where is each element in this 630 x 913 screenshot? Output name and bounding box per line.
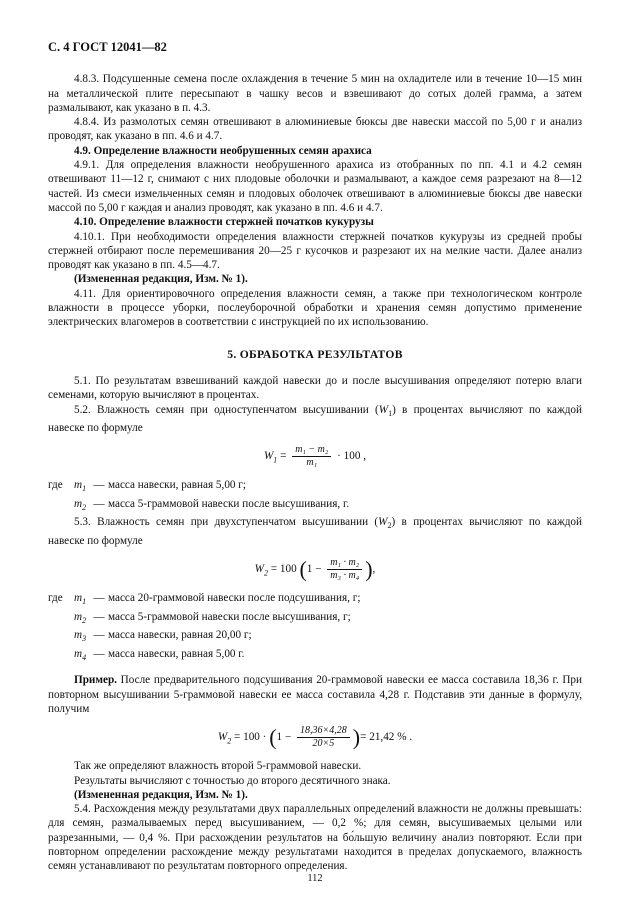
formula-2: $W_2 = 100$ (1 − $\frac{\text{m₁ · m₂}}{\text{m₃ · m₄}}$ ),: [254, 556, 376, 582]
paragraph-4-10-1: 4.10.1. При необходимости определения влажности стержней початков кукурузы из средней пробы стержней отбирают после перемешивания 20—25 г кусочков и разрезают их на мелкие части. Далее анализ проводят как указано в пп. 4.5—4.7.: [48, 230, 582, 272]
p53-end: ) в процентах вычисляют по каждой навеске по формуле: [48, 516, 582, 547]
legend-desc: масса навески, равная 5,00 г.: [108, 647, 245, 660]
p52-var: W: [378, 403, 389, 416]
f2-one: 1 −: [306, 563, 322, 576]
f3-lhs-sub: 2: [227, 736, 232, 746]
f1-denominator: m₁: [306, 457, 318, 469]
section-5-heading: 5. ОБРАБОТКА РЕЗУЛЬТАТОВ: [227, 347, 403, 361]
legend-lead: [48, 497, 74, 516]
paragraph-same: Так же определяют влажность второй 5-граммовой навески.: [74, 760, 362, 773]
legend-row: где $m_1$ — масса 20-граммовой навески после подсушивания, г;: [48, 591, 360, 610]
p52-start: 5.2. Влажность семян при одноступенчатом высушивании (: [74, 403, 379, 416]
f2-lhs-sub: 2: [263, 568, 268, 578]
f3-lhs: W: [217, 731, 228, 744]
document-page: [48, 40, 582, 874]
f1-lhs: W: [263, 450, 274, 463]
paragraph-4-8-3: 4.8.3. Подсушенные семена после охлаждения в течение 5 мин на охладителе или в течение 10—15 мин на металлической плите пересыпают в чашку весов и взвешивают до сотых долей грамма, а затем размалывают, как указано в п. 4.3.: [48, 73, 582, 114]
paragraph-5-1: 5.1. По результатам взвешиваний каждой навески до и после высушивания определяют потерю влаги семенами, которую вычисляют в процентах.: [48, 374, 582, 402]
legend-var: $m_4$: [74, 647, 87, 663]
legend-var: $m_2$: [74, 497, 87, 513]
p52-end: ) в процентах вычисляют по каждой навеске по формуле: [48, 403, 582, 435]
p52-var-sub: 1: [388, 408, 393, 418]
f3-fraction: [297, 725, 350, 750]
legend-lead: где: [48, 479, 63, 492]
paragraph-5-2: [48, 403, 582, 436]
legend-var: $m_1$: [74, 592, 87, 607]
example-text: После предварительного подсушивания 20-граммовой навески ее масса составила 18,36 г. При повторном высушивании 5-граммовой навески ее масса составила 4,28 г. Подставив эти данные в формулу, получим: [48, 674, 582, 715]
page-number: 112: [307, 873, 323, 884]
f2-fraction: [327, 557, 362, 582]
f3-numerator: 18,36×4,28: [297, 725, 350, 738]
f2-numerator: m₁ · m₂: [327, 557, 362, 570]
amendment-note-1: (Измененная редакция, Изм. № 1).: [74, 273, 248, 286]
formula-1: $W_1$ = $\frac{\text{m₁ − m₂}}{\text{m₁}}$ · 100 ,: [263, 444, 367, 469]
f2-tail: ,: [372, 563, 376, 576]
p53-var: W: [378, 516, 388, 529]
p53-start: 5.3. Влажность семян при двухступенчатом высушивании (: [74, 516, 379, 529]
f3-tail: = 21,42 % .: [360, 731, 413, 744]
legend-row: где $m_1$ — масса навески, равная 5,00 г;: [48, 478, 349, 497]
p53-var-sub: 2: [387, 521, 392, 531]
f2-lhs: W: [254, 563, 264, 576]
formula-3: $W_2 = 100 \cdot (1$ − $\frac{18,36\times 4,28}{20\times 5}$ )= 21,42 % .: [217, 724, 413, 750]
legend-lead: [48, 647, 74, 666]
example-paragraph: [48, 673, 582, 716]
legend-row: $m_2$ — масса 5-граммовой навески после высушивания, г.: [48, 497, 349, 516]
f1-tail: · 100 ,: [337, 450, 367, 463]
paragraph-5-4: 5.4. Расхождения между результатами двух параллельных определений влажности не должны превышать: для семян, размалываемых перед высушиванием, — 0,2 %; для семян, высушиваемых целыми или разрезанными, — 0,4 %. При расхождении результатов на бо́льшую величину анализ повторяют. Если при повторном определении расхождение между результатами находится в пределах допускаемого, влажность семян устанавливают по результатам повторного определения.: [48, 803, 582, 873]
legend-lead: [48, 610, 74, 629]
legend-row: $m_2$ — масса 5-граммовой навески после высушивания, г;: [48, 610, 360, 629]
legend-desc: масса навески, равная 5,00 г;: [108, 479, 247, 492]
legend-desc: масса 5-граммовой навески после высушивания, г.: [108, 497, 350, 510]
legend-var: $m_3$: [74, 629, 87, 644]
paragraph-5-3: [48, 515, 582, 548]
f3-one: 1 −: [276, 731, 292, 744]
legend-var: $m_1$: [74, 479, 87, 494]
page-header: С. 4 ГОСТ 12041—82: [48, 40, 167, 54]
heading-4-10: 4.10. Определение влажности стержней початков кукурузы: [74, 216, 374, 229]
legend-row: $m_3$ — масса навески, равная 20,00 г;: [48, 628, 360, 647]
f2-pre: = 100: [270, 563, 297, 576]
f1-lhs-sub: 1: [273, 455, 278, 465]
example-label: Пример.: [74, 674, 117, 687]
heading-4-9: 4.9. Определение влажности необрушенных семян арахиса: [74, 144, 372, 157]
legend-desc: масса навески, равная 20,00 г;: [108, 629, 252, 642]
legend-lead: где: [48, 592, 63, 605]
legend-formula-2: [48, 591, 360, 665]
legend-desc: масса 5-граммовой навески после высушивания, г;: [108, 610, 351, 623]
paragraph-4-11: 4.11. Для ориентировочного определения влажности семян, а также при технологическом контроле влажности в процессе уборки, послеуборочной обработки и хранения семян допустимо применение электрических влагомеров в соответствии с инструкцией по их использованию.: [48, 287, 582, 329]
legend-lead: [48, 628, 74, 647]
f1-fraction: [292, 444, 331, 469]
f3-denominator: 20×5: [312, 738, 335, 750]
legend-desc: масса 20-граммовой навески после подсушивания, г;: [108, 592, 361, 605]
f2-denominator: m₃ · m₄: [330, 570, 360, 582]
amendment-note-2: (Измененная редакция, Изм. № 1).: [74, 788, 248, 801]
f3-pre: = 100 ·: [234, 731, 267, 744]
legend-row: $m_4$ — масса навески, равная 5,00 г.: [48, 647, 360, 666]
paragraph-4-9-1: 4.9.1. Для определения влажности необрушенного арахиса из отобранных по пп. 4.1 и 4.2 семян отвешивают 11—12 г, снимают с них плодовые оболочки и размалывают, а каждое семя разрезают на 8—12 частей. Из смеси измельченных семян и плодовых оболочек отвешивают в алюминиевые бюксы две навески массой по 5,00 г каждая и анализ проводят, как указано в пп. 4.6 и 4.7.: [48, 159, 582, 214]
legend-formula-1: [48, 478, 349, 515]
legend-var: $m_2$: [74, 610, 87, 626]
paragraph-rounding: Результаты вычисляют с точностью до второго десятичного знака.: [74, 774, 391, 787]
f1-numerator: m₁ − m₂: [292, 444, 331, 457]
paragraph-4-8-4: 4.8.4. Из размолотых семян отвешивают в алюминиевые бюксы две навески массой по 5,00 г и анализ проводят, как указано в пп. 4.6 и 4.7.: [48, 116, 582, 143]
